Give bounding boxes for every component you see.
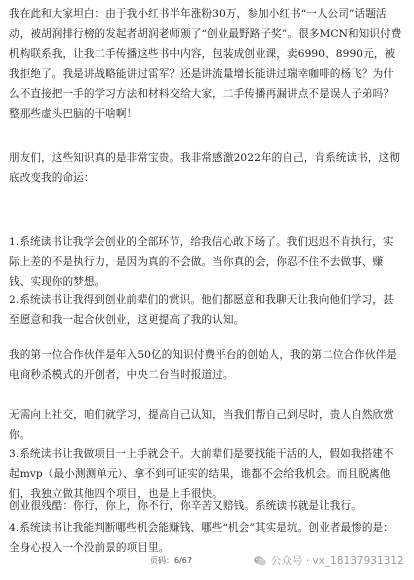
paragraph-cruel: 创业很残酷：你行，你上，你不行，你辛苦又赔钱。系统读书就是让我行。 [9, 500, 362, 512]
page-number: 页码：6/67 [150, 556, 192, 565]
paragraph-gratitude: 朋友们，这些知识真的是非常宝贵。我非常感激2022年的自己，肯系统读书，这彻底改变我的命运： [9, 152, 400, 184]
paragraph-intro: 我在此和大家坦白：由于我小红书半年涨粉30万，参加小红书“一人公司”话题活动，被胡润排行榜的发起者胡润老师颁了“创业最野路子奖”。很多MCN和知识付费机构联系我，让我二手传播这些书中内容，包装成创业课，卖6990、8990元，被我拒绝了。我是讲战略能讲过雷军？还是讲流量增长能讲过瑞幸咖啡的杨飞？为什么不直接把一手的学习方法和材料交给大家，二手传播再漏讲点不是误人子弟吗？整那些虚头巴脑的干啥啊！ [9, 8, 402, 120]
wechat-icon [253, 554, 267, 568]
watermark [253, 553, 404, 568]
paragraph-point-3: 3.系统读书让我做项目一上手就会干。大前辈们是要找能干活的人，假如我搭建不起mvp（最小测测单元）、拿不到可证实的结果，谁都不会给我机会。而且脱离他们，我独立做其他四个项目，也是上手很快。 [9, 448, 394, 500]
paragraph-point-4: 4.系统读书让我能判断哪些机会能赚钱、哪些“机会”其实是坑。创业者最惨的是：全身心投入一个没前景的项目里。 [9, 522, 394, 554]
paragraph-social: 无需向上社交，咱们就学习，提高自己认知，当我们帮自己到尽时，贵人自然欣赏你。 [9, 409, 394, 441]
watermark-text: 公众号 · vx_18137931312 [271, 555, 404, 567]
paragraph-point-2: 2.系统读书让我得到创业前辈们的赏识。他们都愿意和我聊天让我向他们学习，甚至愿意和我一起合伙创业，这更提高了我的认知。 [9, 294, 394, 326]
paragraph-partners: 我的第一位合作伙伴是年入50亿的知识付费平台的创始人，我的第二位合作伙伴是电商秒杀模式的开创者，中央二台当时报道过。 [9, 349, 397, 381]
paragraph-point-1: 1.系统读书让我学会创业的全部环节，给我信心敢下场了。我们迟迟不肯执行，实际上差的不是执行力，是因为真的不会做。当你真的会，你忍不住不去做事、赚钱、实现你的梦想。 [9, 236, 394, 288]
